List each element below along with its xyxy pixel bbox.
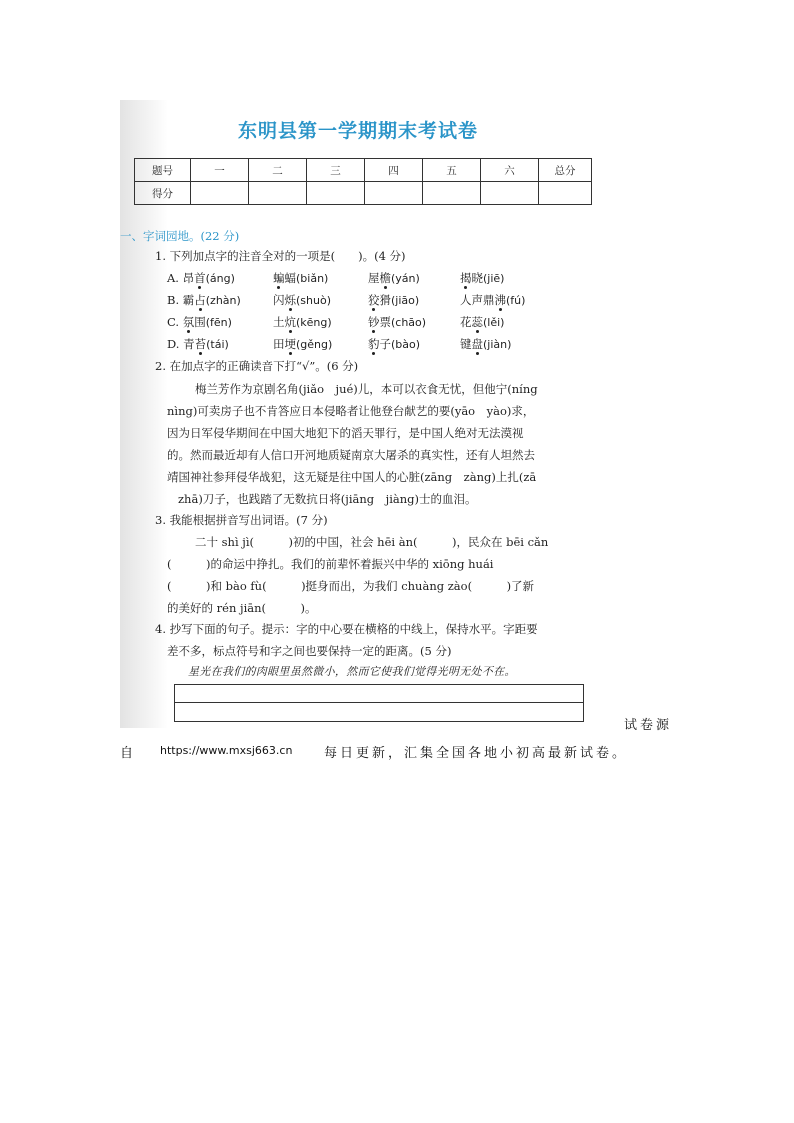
footer-prefix: 自 [120,746,134,761]
dotted-character: 蝙 [273,271,285,285]
score-cell [539,182,592,205]
score-header-cell: 题号 [135,159,191,182]
dotted-character: 檐 [379,271,391,285]
option-pinyin: (fēn) [205,316,232,329]
score-header-cell: 四 [365,159,423,182]
score-cell [307,182,365,205]
option-pinyin: (tái) [206,338,229,351]
option-pinyin: (jiāo) [391,294,420,307]
writing-midline [175,702,583,703]
footer-slogan: 每日更新，汇集全国各地小初高最新试卷。 [324,746,629,761]
option-pinyin: (kēng) [296,316,332,329]
q1-stem: 1. 下列加点字的注音全对的一项是( )。(4 分) [155,249,406,263]
score-header-cell: 总分 [539,159,592,182]
q1-option [167,336,229,352]
q1-option [368,292,419,308]
q1-option [167,270,235,286]
score-header-cell: 一 [191,159,249,182]
q1-option [273,314,332,330]
score-table [134,158,592,205]
option-pinyin: (zhàn) [205,294,241,307]
score-row-label: 得分 [135,182,191,205]
q2-line: 梅兰芳作为京剧名角(jiǎo jué)儿，本可以衣食无忧，但他宁(níng [195,382,538,396]
dotted-character: 钞 [368,315,380,329]
option-pinyin: (jiē) [483,272,505,285]
option-text: D. 青 [167,337,195,351]
q1-option [167,314,232,330]
section-heading: 一、字词园地。(22 分) [120,229,240,243]
dotted-character: 狡 [368,293,380,307]
dotted-character: 沸 [494,293,506,307]
option-text: 屋 [368,271,380,285]
q1-option [273,292,331,308]
q1-option [273,270,328,286]
option-text: 子 [379,337,391,351]
dotted-character: 烁 [284,293,296,307]
q2-stem: 2. 在加点字的正确读音下打“√”。(6 分) [155,359,359,373]
q4-sample-sentence: 星光在我们的肉眼里虽然微小，然而它使我们觉得光明无处不在。 [188,665,516,678]
option-text: 土 [273,315,285,329]
footer-url-link[interactable]: https://www.mxsj663.cn [160,744,293,757]
score-table-score-row [135,182,592,205]
option-text: 键 [460,337,472,351]
option-text: C. [167,315,183,329]
option-pinyin: (bào) [391,338,421,351]
q2-line: 因为日军侵华期间在中国大地犯下的滔天罪行，是中国人绝对无法漠视 [167,426,524,440]
page-title: 东明县第一学期期末考试卷 [238,120,479,142]
option-text: 田 [273,337,285,351]
dotted-character: 埂 [284,337,296,351]
q1-option [273,336,332,352]
score-header-cell: 五 [423,159,481,182]
option-pinyin: (gěng) [296,338,333,351]
score-cell [249,182,307,205]
dotted-character: 豹 [368,337,380,351]
option-text: 晓 [471,271,483,285]
option-text: B. 霸 [167,293,195,307]
q4-stem: 4. 抄写下面的句子。提示：字的中心要在横格的中线上，保持水平。字距要 [155,622,538,636]
option-text: 人声鼎 [460,293,495,307]
option-text: 闪 [273,293,285,307]
option-pinyin: (biǎn) [296,272,329,285]
dotted-character: 首 [194,271,206,285]
option-text: 蝠 [284,271,296,285]
option-text: 票 [379,315,391,329]
dotted-character: 揭 [460,271,472,285]
option-pinyin: (shuò) [296,294,331,307]
q3-line: 的美好的 rén jiān( )。 [167,601,317,615]
option-pinyin: (yán) [391,272,420,285]
score-table-header-row [135,159,592,182]
dotted-character: 占 [194,293,206,307]
option-text: 花 [460,315,472,329]
option-pinyin: (chāo) [391,316,427,329]
score-header-cell: 三 [307,159,365,182]
q2-line: nìng)可卖房子也不肯答应日本侵略者让他登台献艺的要(yāo yào)求， [167,404,535,418]
q3-line: 二十 shì jì( )初的中国，社会 hēi àn( )，民众在 bēi cǎn [195,535,549,549]
dotted-character: 蕊 [471,315,483,329]
q1-option [460,292,525,308]
dotted-character: 苔 [194,337,207,351]
q1-option [460,314,504,330]
q1-option [368,270,420,286]
dotted-character: 炕 [284,315,296,329]
score-cell [191,182,249,205]
dotted-character: 氛 [182,315,195,329]
q1-option [167,292,241,308]
q1-option [368,314,426,330]
score-cell [481,182,539,205]
q2-line: zhā)刀子，也践踏了无数抗日将(jiāng jiàng)士的血泪。 [178,492,477,506]
option-text: A. 昂 [167,271,195,285]
score-header-cell: 六 [481,159,539,182]
footer-source: 试卷源 [624,718,673,733]
score-cell [365,182,423,205]
q2-line: 的。然而最近却有人信口开河地质疑南京大屠杀的真实性，还有人坦然去 [167,448,535,462]
option-pinyin: (áng) [205,272,235,285]
option-text: 猾 [379,293,391,307]
q3-line: ( )和 bào fù( )挺身而出，为我们 chuàng zào( )了新 [167,579,535,593]
q4-stem: 差不多，标点符号和字之间也要保持一定的距离。(5 分) [167,644,452,658]
option-pinyin: (fú) [506,294,526,307]
q1-option [460,336,511,352]
dotted-character: 盘 [471,337,483,351]
q1-option [460,270,504,286]
option-pinyin: (jiàn) [483,338,512,351]
score-header-cell: 二 [249,159,307,182]
q1-option [368,336,420,352]
q3-stem: 3. 我能根据拼音写出词语。(7 分) [155,513,328,527]
option-pinyin: (lěi) [483,316,505,329]
writing-box[interactable] [174,684,584,722]
q2-line: 靖国神社参拜侵华战犯，这无疑是往中国人的心脏(zāng zàng)上扎(zā [167,470,537,484]
score-cell [423,182,481,205]
option-text: 围 [194,315,206,329]
q3-line: ( )的命运中挣扎。我们的前辈怀着振兴中华的 xiōng huái [167,557,494,571]
